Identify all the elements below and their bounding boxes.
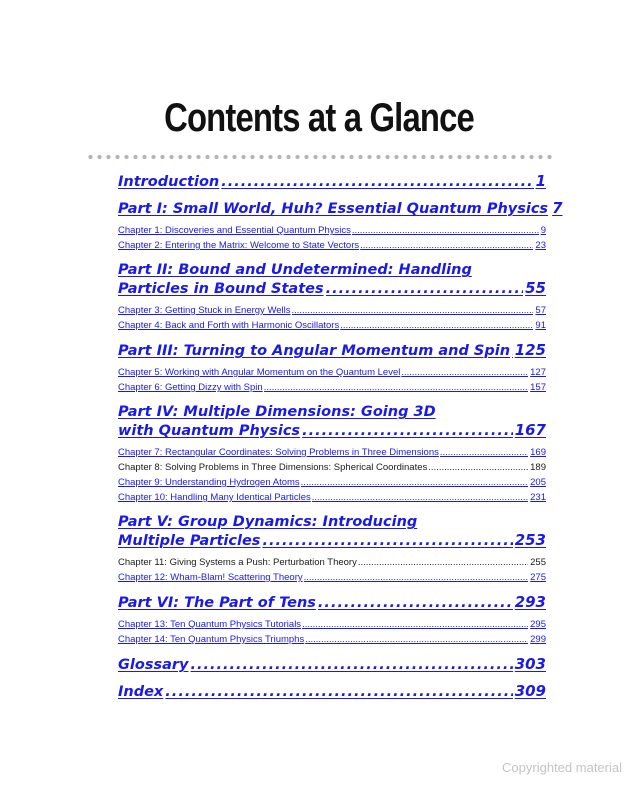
toc-chapter-8-page: 189 — [530, 462, 546, 473]
toc-chapter-8 — [118, 460, 546, 475]
toc-part-6-label: Part VI: The Part of Tens — [118, 595, 316, 611]
toc-chapter-6-page: 157 — [530, 382, 546, 393]
toc-chapter-9-label: Chapter 9: Understanding Hydrogen Atoms — [118, 477, 300, 488]
toc-chapter-7[interactable] — [118, 445, 546, 460]
toc-chapter-5[interactable] — [118, 365, 546, 380]
toc-part-1-label: Part I: Small World, Huh? Essential Quantum Physics — [118, 201, 549, 217]
toc-part-6-page: 293 — [514, 593, 546, 611]
toc-chapter-13-label: Chapter 13: Ten Quantum Physics Tutorials — [118, 619, 302, 630]
toc-part-4[interactable] — [118, 403, 546, 440]
dot-leader — [190, 656, 512, 674]
dot-leader — [165, 683, 512, 701]
toc-chapter-6[interactable] — [118, 380, 546, 395]
toc-chapter-6-label: Chapter 6: Getting Dizzy with Spin — [118, 382, 263, 393]
toc-chapter-3[interactable] — [118, 303, 546, 318]
toc-chapter-14-label: Chapter 14: Ten Quantum Physics Triumphs — [118, 634, 305, 645]
toc-chapter-14[interactable] — [118, 632, 546, 647]
toc-chapter-13-page: 295 — [530, 619, 546, 630]
dot-leader — [512, 342, 513, 360]
toc-chapter-9[interactable] — [118, 475, 546, 490]
toc-chapter-3-page: 57 — [535, 305, 546, 316]
toc-chapter-2-page: 23 — [535, 240, 546, 251]
toc-chapter-10-page: 231 — [530, 492, 546, 503]
toc-chapter-1-label: Chapter 1: Discoveries and Essential Quantum Physics — [118, 225, 351, 236]
toc-chapter-1-page: 9 — [540, 225, 546, 236]
toc-chapter-12[interactable] — [118, 570, 546, 585]
dotted-divider — [86, 152, 556, 162]
table-of-contents — [118, 172, 563, 701]
toc-chapter-9-page: 205 — [530, 477, 546, 488]
toc-index-page: 309 — [514, 682, 546, 700]
toc-chapter-4-label: Chapter 4: Back and Forth with Harmonic Oscillators — [118, 320, 340, 331]
toc-part-1-page: 7 — [552, 199, 563, 217]
toc-chapter-5-label: Chapter 5: Working with Angular Momentum on the Quantum Level — [118, 367, 401, 378]
toc-chapter-10-label: Chapter 10: Handling Many Identical Particles — [118, 492, 311, 503]
toc-chapter-11 — [118, 555, 546, 570]
toc-part-3-label: Part III: Turning to Angular Momentum and Spin — [118, 343, 511, 359]
toc-chapter-14-page: 299 — [530, 634, 546, 645]
toc-chapter-7-page: 169 — [530, 447, 546, 458]
toc-part-5[interactable] — [118, 513, 546, 550]
toc-chapter-12-page: 275 — [530, 572, 546, 583]
toc-part-5-line2: Multiple Particles — [118, 533, 261, 549]
toc-glossary-page: 303 — [514, 655, 546, 673]
toc-chapter-1[interactable] — [118, 223, 546, 238]
toc-chapter-5-page: 127 — [530, 367, 546, 378]
toc-chapter-11-label: Chapter 11: Giving Systems a Push: Perturbation Theory — [118, 557, 357, 568]
toc-index-label: Index — [118, 684, 164, 700]
dot-leader — [302, 422, 513, 440]
dot-leader — [262, 532, 512, 550]
dot-leader — [318, 594, 513, 612]
toc-chapter-4[interactable] — [118, 318, 546, 333]
toc-index[interactable] — [118, 682, 546, 701]
toc-part-5-line1: Part V: Group Dynamics: Introducing — [118, 514, 418, 530]
dot-leader — [221, 173, 533, 191]
toc-glossary-label: Glossary — [118, 657, 189, 673]
toc-chapter-2[interactable] — [118, 238, 546, 253]
toc-part-3-page: 125 — [514, 341, 546, 359]
toc-part-4-line1: Part IV: Multiple Dimensions: Going 3D — [118, 404, 436, 420]
toc-part-2-line1: Part II: Bound and Undetermined: Handling — [118, 262, 472, 278]
toc-part-2-page: 55 — [525, 279, 546, 297]
toc-part-4-line2: with Quantum Physics — [118, 423, 301, 439]
toc-chapter-11-page: 255 — [530, 557, 546, 568]
toc-part-2-line2: Particles in Bound States — [118, 281, 324, 297]
toc-chapter-3-label: Chapter 3: Getting Stuck in Energy Wells — [118, 305, 291, 316]
page-title: Contents at a Glance — [164, 96, 474, 140]
toc-chapter-10[interactable] — [118, 490, 546, 505]
copyright-watermark: Copyrighted material — [502, 760, 622, 775]
toc-introduction[interactable] — [118, 172, 546, 191]
toc-chapter-8-label: Chapter 8: Solving Problems in Three Dimensions: Spherical Coordinates — [118, 462, 428, 473]
toc-chapter-12-label: Chapter 12: Wham-Blam! Scattering Theory — [118, 572, 303, 583]
toc-chapter-13[interactable] — [118, 617, 546, 632]
toc-chapter-4-page: 91 — [535, 320, 546, 331]
toc-part-1[interactable] — [118, 199, 563, 218]
toc-part-5-page: 253 — [514, 531, 546, 549]
toc-chapter-2-label: Chapter 2: Entering the Matrix: Welcome to State Vectors — [118, 240, 360, 251]
toc-part-3[interactable] — [118, 341, 546, 360]
dot-leader — [326, 280, 524, 298]
toc-introduction-label: Introduction — [118, 174, 220, 190]
toc-glossary[interactable] — [118, 655, 546, 674]
toc-introduction-page: 1 — [535, 172, 546, 190]
toc-part-4-page: 167 — [514, 421, 546, 439]
toc-part-2[interactable] — [118, 261, 546, 298]
toc-chapter-7-label: Chapter 7: Rectangular Coordinates: Solving Problems in Three Dimensions — [118, 447, 439, 458]
toc-part-6[interactable] — [118, 593, 546, 612]
